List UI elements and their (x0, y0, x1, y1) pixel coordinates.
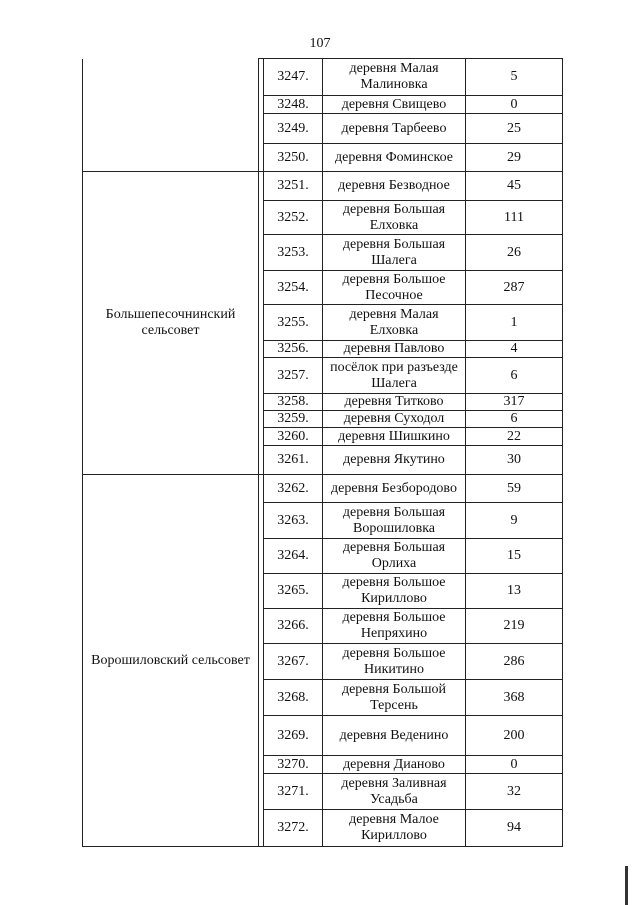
municipality-cell: Большепесочнинский сельсовет (83, 172, 259, 475)
population-value: 25 (466, 114, 563, 144)
population-value: 22 (466, 428, 563, 446)
settlement-name: деревня Большая Ворошиловка (323, 503, 466, 539)
population-value: 13 (466, 574, 563, 609)
scan-edge-mark (625, 866, 628, 905)
population-value: 30 (466, 446, 563, 475)
row-number: 3260. (264, 428, 323, 446)
municipality-cell (83, 59, 259, 172)
settlement-name: деревня Веденино (323, 716, 466, 756)
row-number: 3256. (264, 341, 323, 358)
table-row (83, 172, 563, 201)
population-value: 32 (466, 774, 563, 810)
population-value: 4 (466, 341, 563, 358)
row-number: 3254. (264, 271, 323, 305)
row-number: 3249. (264, 114, 323, 144)
population-value: 5 (466, 59, 563, 96)
settlement-name: деревня Большое Никитино (323, 644, 466, 680)
population-value: 29 (466, 144, 563, 172)
settlement-name: деревня Якутино (323, 446, 466, 475)
settlement-name: деревня Большой Терсень (323, 680, 466, 716)
row-number: 3266. (264, 609, 323, 644)
row-number: 3268. (264, 680, 323, 716)
settlement-name: деревня Шишкино (323, 428, 466, 446)
page-number: 107 (309, 36, 331, 51)
population-value: 317 (466, 394, 563, 411)
population-value: 15 (466, 539, 563, 574)
row-number: 3272. (264, 810, 323, 847)
row-number: 3265. (264, 574, 323, 609)
table-body (83, 59, 563, 847)
settlement-name: деревня Свищево (323, 96, 466, 114)
row-number: 3255. (264, 305, 323, 341)
row-number: 3270. (264, 756, 323, 774)
settlement-name: деревня Большая Орлиха (323, 539, 466, 574)
settlement-name: деревня Тарбеево (323, 114, 466, 144)
table-row (83, 475, 563, 503)
settlements-table (82, 58, 563, 847)
population-value: 287 (466, 271, 563, 305)
settlement-name: деревня Дианово (323, 756, 466, 774)
row-number: 3257. (264, 358, 323, 394)
population-value: 0 (466, 96, 563, 114)
population-value: 59 (466, 475, 563, 503)
row-number: 3259. (264, 411, 323, 428)
row-number: 3252. (264, 201, 323, 235)
settlement-name: деревня Большое Непряхино (323, 609, 466, 644)
settlement-name: деревня Большое Кириллово (323, 574, 466, 609)
population-value: 45 (466, 172, 563, 201)
settlement-name: деревня Большая Шалега (323, 235, 466, 271)
population-value: 200 (466, 716, 563, 756)
row-number: 3271. (264, 774, 323, 810)
row-number: 3261. (264, 446, 323, 475)
row-number: 3269. (264, 716, 323, 756)
population-value: 219 (466, 609, 563, 644)
row-number: 3264. (264, 539, 323, 574)
population-value: 6 (466, 358, 563, 394)
settlement-name: деревня Титково (323, 394, 466, 411)
settlement-name: деревня Заливная Усадьба (323, 774, 466, 810)
population-value: 368 (466, 680, 563, 716)
settlement-name: деревня Большая Елховка (323, 201, 466, 235)
settlement-name: посёлок при разъезде Шалега (323, 358, 466, 394)
population-value: 111 (466, 201, 563, 235)
settlement-name: деревня Малая Елховка (323, 305, 466, 341)
settlement-name: деревня Безводное (323, 172, 466, 201)
row-number: 3262. (264, 475, 323, 503)
row-number: 3263. (264, 503, 323, 539)
settlement-name: деревня Малое Кириллово (323, 810, 466, 847)
settlement-name: деревня Суходол (323, 411, 466, 428)
row-number: 3251. (264, 172, 323, 201)
table-row (83, 59, 563, 96)
row-number: 3258. (264, 394, 323, 411)
population-value: 0 (466, 756, 563, 774)
settlement-name: деревня Большое Песочное (323, 271, 466, 305)
row-number: 3247. (264, 59, 323, 96)
settlement-name: деревня Павлово (323, 341, 466, 358)
population-value: 9 (466, 503, 563, 539)
row-number: 3253. (264, 235, 323, 271)
population-value: 1 (466, 305, 563, 341)
settlement-name: деревня Малая Малиновка (323, 59, 466, 96)
row-number: 3267. (264, 644, 323, 680)
settlement-name: деревня Фоминское (323, 144, 466, 172)
municipality-cell: Ворошиловский сельсовет (83, 475, 259, 847)
population-value: 26 (466, 235, 563, 271)
row-number: 3248. (264, 96, 323, 114)
row-number: 3250. (264, 144, 323, 172)
settlement-name: деревня Безбородово (323, 475, 466, 503)
population-value: 286 (466, 644, 563, 680)
population-value: 94 (466, 810, 563, 847)
population-value: 6 (466, 411, 563, 428)
